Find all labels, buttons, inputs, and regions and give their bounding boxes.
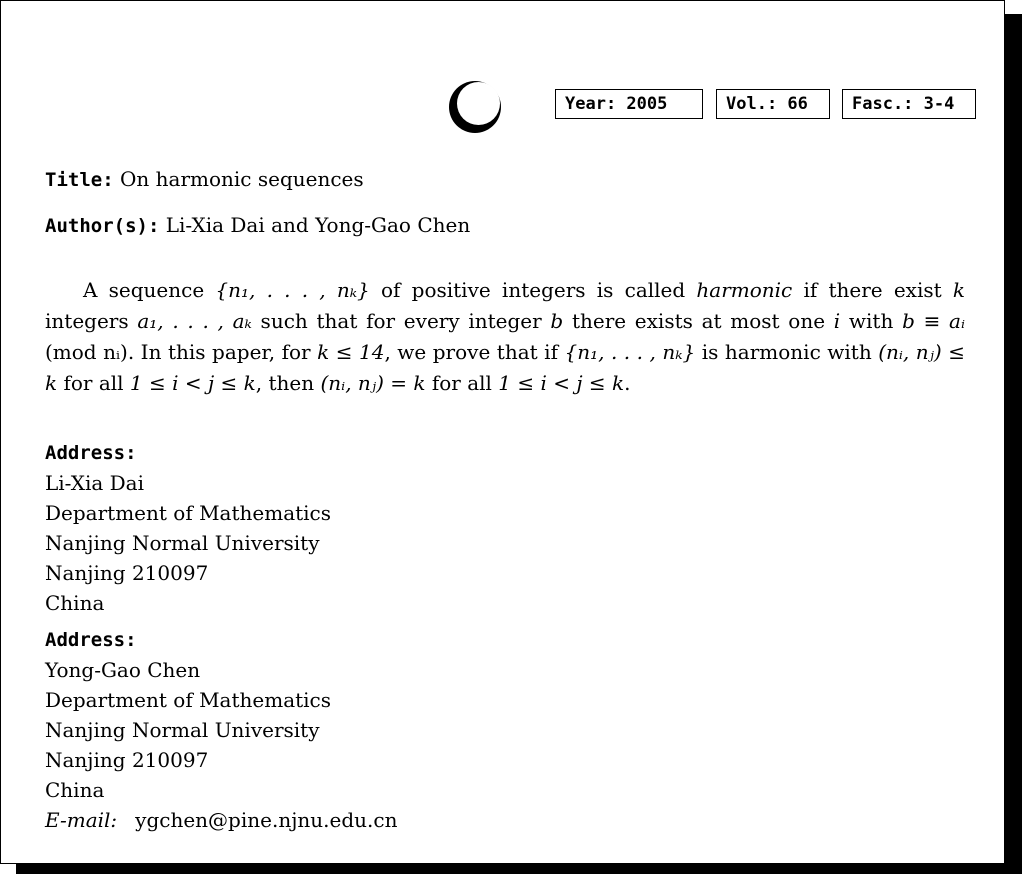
authors-label: Author(s): — [45, 215, 160, 237]
address-block — [45, 625, 398, 835]
address-label: Address: — [45, 442, 137, 464]
harmonic-term: harmonic — [696, 278, 793, 302]
fascicle-badge: Fasc.: 3-4 — [842, 89, 976, 119]
crescent-moon-logo-icon — [447, 79, 503, 135]
article-title: On harmonic sequences — [120, 167, 364, 191]
address-city: Nanjing 210097 — [45, 748, 209, 772]
email-label: E-mail: — [45, 808, 118, 832]
abstract: A sequence {n₁, . . . , nₖ} of positive integers is called harmonic if there exist k integers a₁, . . . , aₖ such that for every integer b there exists at most one i with b ≡ aᵢ (mod nᵢ). In this paper, for k ≤ 14, we prove that if {n₁, . . . , nₖ} is harmonic with (nᵢ, nⱼ) ≤ k for all 1 ≤ i < j ≤ k, then (nᵢ, nⱼ) = k for all 1 ≤ i < j ≤ k. — [45, 278, 965, 395]
email-address[interactable]: ygchen@pine.njnu.edu.cn — [135, 808, 398, 832]
address-name: Li-Xia Dai — [45, 471, 144, 495]
address-department: Department of Mathematics — [45, 501, 332, 525]
email-line — [45, 805, 398, 835]
address-label: Address: — [45, 629, 137, 651]
year-badge: Year: 2005 — [555, 89, 703, 119]
address-university: Nanjing Normal University — [45, 531, 320, 555]
address-country: China — [45, 591, 105, 615]
address-block — [45, 438, 331, 618]
address-name: Yong-Gao Chen — [45, 658, 201, 682]
authors-line — [45, 213, 470, 237]
title-line — [45, 167, 364, 191]
address-university: Nanjing Normal University — [45, 718, 320, 742]
address-country: China — [45, 778, 105, 802]
address-city: Nanjing 210097 — [45, 561, 209, 585]
volume-badge: Vol.: 66 — [716, 89, 830, 119]
address-department: Department of Mathematics — [45, 688, 332, 712]
article-authors: Li-Xia Dai and Yong-Gao Chen — [165, 213, 471, 237]
title-label: Title: — [45, 169, 114, 191]
